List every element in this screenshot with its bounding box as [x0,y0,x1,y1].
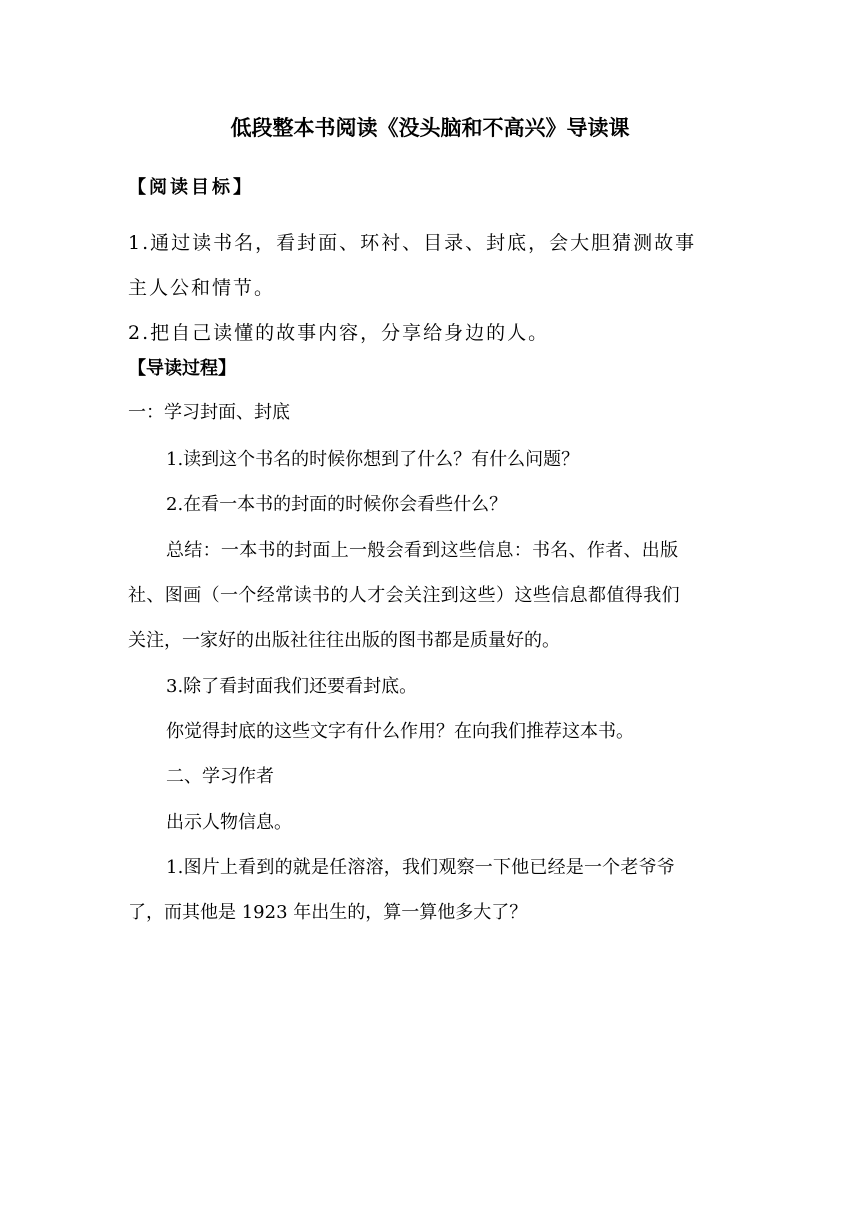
question-3-follow-up: 你觉得封底的这些文字有什么作用？在向我们推荐这本书。 [166,721,634,742]
goal-1-line-1: 1.通过读书名，看封面、环衬、目录、封底，会大胆猜测故事 [128,232,697,254]
section-2-title: 二、学习作者 [166,766,274,787]
page-title: 低段整本书阅读《没头脑和不高兴》导读课 [230,116,630,140]
question-1: 1.读到这个书名的时候你想到了什么？有什么问题？ [166,449,580,470]
question-2: 2.在看一本书的封面的时候你会看些什么？ [166,494,508,515]
goal-2: 2.把自己读懂的故事内容，分享给身边的人。 [128,322,550,344]
author-paragraph-line-2: 了，而其他是 1923 年出生的，算一算他多大了？ [128,902,528,923]
summary-line-1: 总结：一本书的封面上一般会看到这些信息：书名、作者、出版 [166,540,679,561]
goal-1-line-2: 主人公和情节。 [128,277,276,299]
summary-line-3: 关注，一家好的出版社往往出版的图书都是质量好的。 [128,630,560,651]
section-1-title: 一：学习封面、封底 [128,402,290,423]
process-heading: 【导读过程】 [128,358,236,379]
reading-goals-heading: 【阅读目标】 [128,177,254,198]
section-2-intro: 出示人物信息。 [166,812,292,833]
question-3: 3.除了看封面我们还要看封底。 [166,676,418,697]
author-paragraph-line-1: 1.图片上看到的就是任溶溶，我们观察一下他已经是一个老爷爷 [166,857,675,878]
summary-line-2: 社、图画（一个经常读书的人才会关注到这些）这些信息都值得我们 [128,585,680,606]
